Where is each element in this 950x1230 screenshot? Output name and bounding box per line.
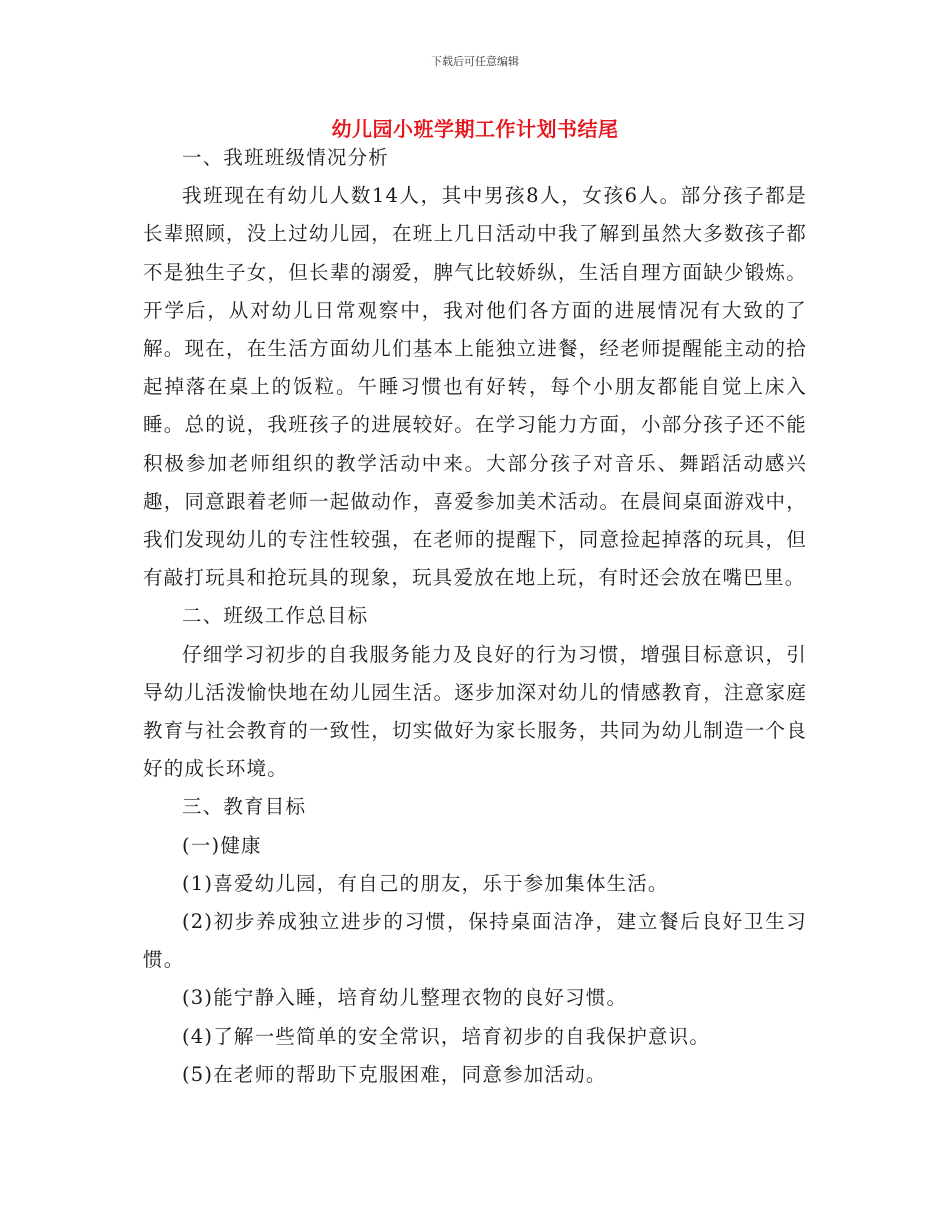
document-body <box>143 139 807 1094</box>
paragraph: 仔细学习初步的自我服务能力及良好的行为习惯，增强目标意识，引导幼儿活泼愉快地在幼儿园生活。逐步加深对幼儿的情感教育，注意家庭教育与社会教育的一致性，切实做好为家长服务，共同为幼儿制造一个良好的成长环境。 <box>143 642 807 781</box>
subsection-heading: (一)健康 <box>182 833 262 857</box>
list-item: (1)喜爱幼儿园，有自己的朋友，乐于参加集体生活。 <box>182 871 669 895</box>
section-heading: 二、班级工作总目标 <box>182 604 369 628</box>
section-heading: 一、我班班级情况分析 <box>182 146 390 169</box>
document-title: 幼儿园小班学期工作计划书结尾 <box>331 117 619 141</box>
list-item: (3)能宁静入睡，培育幼儿整理衣物的良好习惯。 <box>182 986 628 1010</box>
list-item: (2)初步养成独立进步的习惯，保持桌面洁净，建立餐后良好卫生习惯。 <box>143 910 807 972</box>
paragraph: 我班现在有幼儿人数14人，其中男孩8人，女孩6人。部分孩子都是长辈照顾，没上过幼儿园，在班上几日活动中我了解到虽然大多数孩子都不是独生子女，但长辈的溺爱，脾气比较娇纵，生活自理方面缺少锻炼。开学后，从对幼儿日常观察中，我对他们各方面的进展情况有大致的了解。现在，在生活方面幼儿们基本上能独立进餐，经老师提醒能主动的拾起掉落在桌上的饭粒。午睡习惯也有好转，每个小朋友都能自觉上床入睡。总的说，我班孩子的进展较好。在学习能力方面，小部分孩子还不能积极参加老师组织的教学活动中来。大部分孩子对音乐、舞蹈活动感兴趣，同意跟着老师一起做动作，喜爱参加美术活动。在晨间桌面游戏中，我们发现幼儿的专注性较强，在老师的提醒下，同意捡起掉落的玩具，但有敲打玩具和抢玩具的现象，玩具爱放在地上玩，有时还会放在嘴巴里。 <box>143 184 807 590</box>
header-note: 下载后可任意编辑 <box>431 55 519 68</box>
section-heading: 三、教育目标 <box>182 795 307 819</box>
list-item: (5)在老师的帮助下克服困难，同意参加活动。 <box>182 1062 607 1086</box>
list-item: (4)了解一些简单的安全常识，培育初步的自我保护意识。 <box>182 1024 711 1048</box>
